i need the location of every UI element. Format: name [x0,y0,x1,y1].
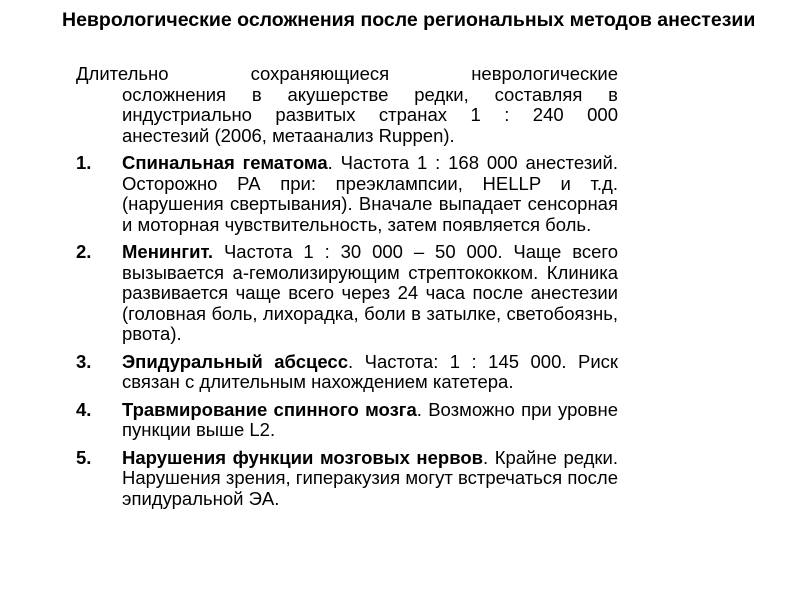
list-item [76,242,618,345]
intro-line: Длительно сохраняющиеся неврологические [76,63,618,84]
item-text: . Частота: 1 : 145 000. Риск связан с длительным нахождением катетера. [122,350,618,392]
item-number: 5. [76,446,92,468]
list-item [76,400,618,441]
intro-line: анестезий (2006, метаанализ Ruppen). [122,124,455,146]
item-term: Менингит. [122,241,214,262]
item-number: 2. [76,241,92,262]
item-number: 4. [76,398,92,420]
item-term: Эпидуральный абсцесс [122,350,349,372]
item-term: Нарушения функции мозговых нервов [122,446,483,468]
list-item [76,448,618,510]
item-number: 3. [76,350,92,372]
item-term: Травмирование спинного мозга [122,398,417,420]
intro-line: осложнения в акушерстве редки, составляя в [122,83,618,105]
item-text: . Частота 1 : 168 000 анестезий. Осторожно РА при: преэклампсии, HELLP и т.д. (нарушения свертывания). Вначале выпадает сенсорная и моторная чувствительность, затем появляется боль. [122,152,618,235]
item-text: . Крайне редки. Нарушения зрения, гиперакузия могут встречаться после эпидуральной ЭА. [122,446,618,509]
intro-paragraph [76,64,618,146]
complications-list [76,153,618,509]
list-item [76,153,618,235]
intro-line: индустриально развитых странах 1 : 240 000 [122,104,618,125]
item-term: Спинальная гематома [122,152,328,173]
item-text: . Возможно при уровне пункции выше L2. [122,398,618,440]
item-text: Частота 1 : 30 000 – 50 000. Чаще всего вызывается а-гемолизирующим стрептококком. Клиника развивается чаще всего через 24 часа после анестезии (головная боль, лихорадка, боли в затылке, светобоязнь, рвота). [122,241,618,344]
item-number: 1. [76,152,92,173]
slide-title: Неврологические осложнения после региональных методов анестезии [62,9,756,31]
slide-body [76,64,618,516]
list-item [76,352,618,393]
